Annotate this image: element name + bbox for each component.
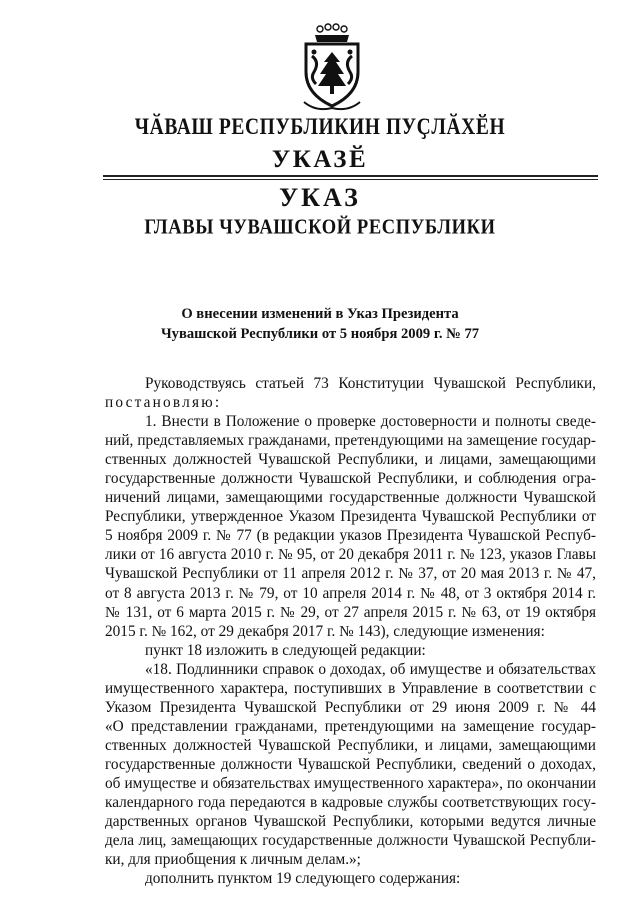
body-text-line: 1. Внести в Положение о проверке достоверности и полноты сведе-: [145, 413, 596, 431]
body-text-line: 5 ноября 2009 г. № 77 (в редакции указов Президента Чувашской Респуб-: [105, 527, 596, 545]
body-text-line: государственные должности Чувашской Республики, и соблюдения огра-: [105, 470, 596, 488]
body-text-line: «18. Подлинники справок о доходах, об имуществе и обязательствах: [145, 660, 596, 678]
body-text-line: ний, представляемых гражданами, претендующими на замещение государ-: [105, 432, 596, 450]
chuvash-header-line: ЧӐВАШ РЕСПУБЛИКИН ПУҪЛӐХӖН: [134, 115, 506, 140]
body-text-line: дарственных органов Чувашской Республики, которыми ведутся личные: [105, 813, 596, 831]
body-text-line: ничений лицами, замещающими государственные должности Чувашской: [105, 489, 596, 507]
body-text-line: ственных должностей Чувашской Республики, и лицами, замещающими: [105, 451, 596, 469]
chuvash-decree-title: УКАЗӖ: [271, 146, 369, 173]
body-text-line: пункт 18 изложить в следующей редакции:: [145, 641, 426, 659]
body-text-line: Республики, утвержденное Указом Президента Чувашской Республики от: [105, 508, 596, 526]
body-text-line: государственные должности Чувашской Республики, сведений о доходах,: [105, 755, 596, 773]
body-text-line: об имуществе и обязательствах имущественного характера», по окончании: [105, 774, 596, 792]
header-divider-thick: [103, 175, 598, 177]
document-title: [0, 305, 640, 344]
coat-of-arms-emblem: [296, 22, 368, 112]
body-text-line: 2015 г. № 162, от 29 декабря 2017 г. № 143), следующие изменения:: [105, 622, 545, 640]
decree-body: [105, 374, 596, 888]
russian-decree-title: УКАЗ: [279, 183, 361, 212]
body-text-line: Указом Президента Чувашской Республики от 29 июня 2009 г. № 44: [105, 698, 596, 716]
body-text-line: ки, для приобщения к личным делам.»;: [105, 851, 361, 869]
body-text-line: от 8 августа 2013 г. № 79, от 10 апреля 2014 г. № 48, от 3 октября 2014 г.: [105, 584, 596, 602]
document-title-line: О внесении изменений в Указ Президента: [181, 306, 459, 322]
body-text-line: Руководствуясь статьей 73 Конституции Чувашской Республики,: [145, 375, 596, 392]
body-text-line: дополнить пунктом 19 следующего содержания:: [145, 870, 461, 888]
body-text-line: дела лиц, замещающих государственные должности Чувашской Республи-: [105, 832, 596, 850]
body-text-line: календарного года передаются в кадровые службы соответствующих госу-: [105, 794, 596, 812]
body-text-line: ственных должностей Чувашской Республики, и лицами, замещающими: [105, 736, 596, 754]
header-divider-thin: [103, 179, 598, 180]
document-title-line: Чувашской Республики от 5 ноября 2009 г. № 77: [160, 325, 480, 342]
body-text-line: имущественного характера, поступивших в Управление в соответствии с: [105, 679, 596, 697]
body-text-line: лики от 16 августа 2010 г. № 95, от 20 декабря 2011 г. № 123, указов Главы: [105, 546, 596, 564]
body-text-line: Чувашской Республики от 11 апреля 2012 г. № 37, от 20 мая 2013 г. № 47,: [105, 565, 596, 583]
body-text-line: № 131, от 6 марта 2015 г. № 29, от 27 апреля 2015 г. № 63, от 19 октября: [105, 603, 596, 621]
body-text-line: постановляю:: [105, 394, 222, 412]
russian-decree-subtitle: ГЛАВЫ ЧУВАШСКОЙ РЕСПУБЛИКИ: [144, 216, 496, 240]
body-text-line: «О представлении гражданами, претендующими на замещение государ-: [105, 717, 596, 735]
